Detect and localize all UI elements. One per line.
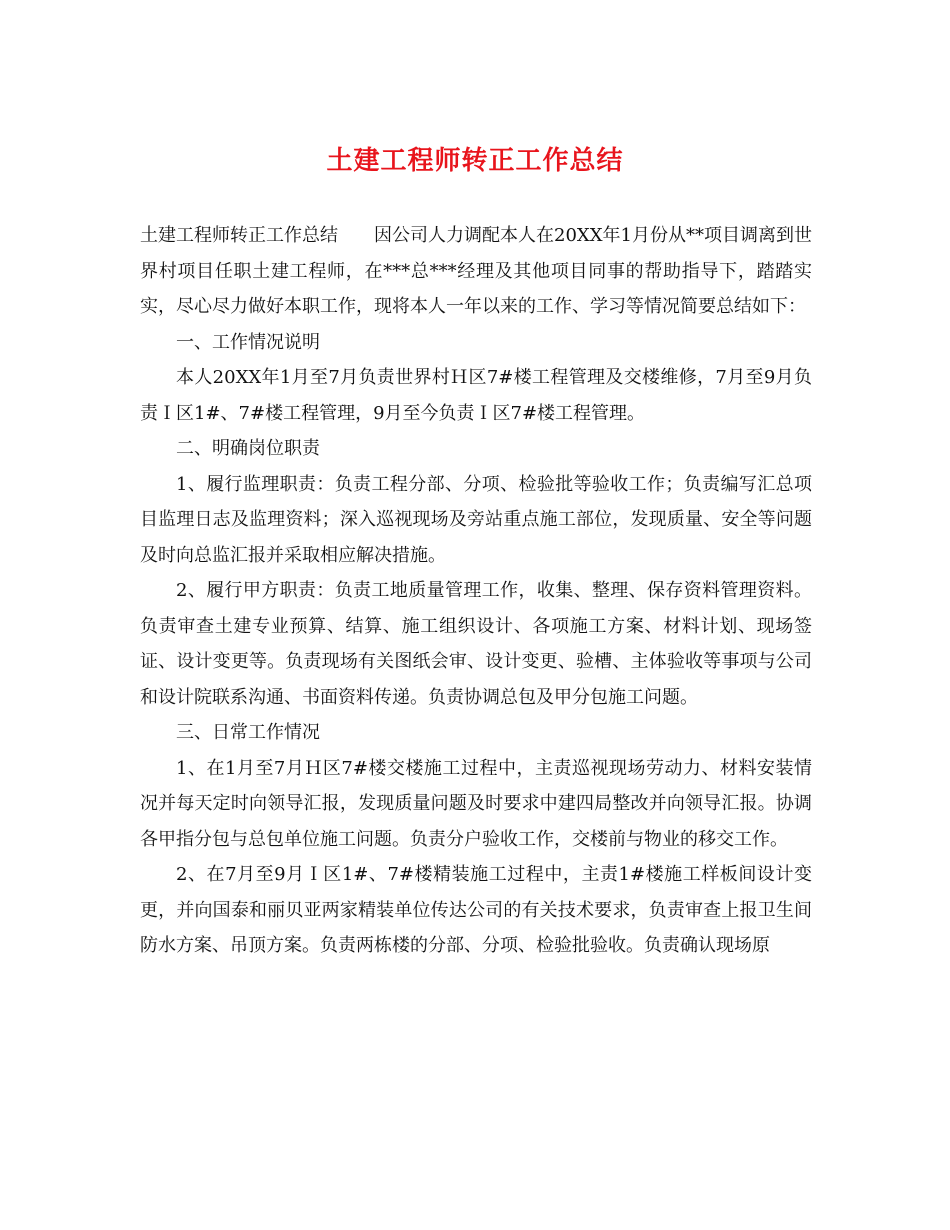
section-paragraph: 2、在7月至9月Ｉ区1#、7#楼精装施工过程中，主责1#楼施工样板间设计变更，并向国泰和丽贝亚两家精装单位传达公司的有关技术要求，负责审查上报卫生间防水方案、吊顶方案。负责两栋楼的分部、分项、检验批验收。负责确认现场原	[140, 864, 812, 956]
section-paragraph: 2、履行甲方职责：负责工地质量管理工作，收集、整理、保存资料管理资料。负责审查土建专业预算、结算、施工组织设计、各项施工方案、材料计划、现场签证、设计变更等。负责现场有关图纸会审、设计变更、验槽、主体验收等事项与公司和设计院联系沟通、书面资料传递。负责协调总包及甲分包施工问题。	[140, 580, 812, 708]
section-heading: 二、明确岗位职责	[176, 438, 320, 459]
intro-paragraph	[140, 218, 812, 325]
section-paragraph: 本人20XX年1月至7月负责世界村Ｈ区7#楼工程管理及交楼维修，7月至9月负责Ｉ区1#、7#楼工程管理，9月至今负责Ｉ区7#楼工程管理。	[140, 367, 812, 424]
section-paragraph: 1、在1月至7月Ｈ区7#楼交楼施工过程中，主责巡视现场劳动力、材料安装情况并每天定时向领导汇报，发现质量问题及时要求中建四局整改并向领导汇报。协调各甲指分包与总包单位施工问题。负责分户验收工作，交楼前与物业的移交工作。	[140, 757, 812, 850]
intro-text: 因公司人力调配本人在20XX年1月份从**项目调离到世界村项目任职土建工程师，在***总***经理及其他项目同事的帮助指导下，踏踏实实，尽心尽力做好本职工作，现将本人一年以来的工作、学习等情况简要总结如下：	[140, 225, 813, 317]
document-title: 土建工程师转正工作总结	[326, 146, 624, 176]
section-paragraph: 1、履行监理职责：负责工程分部、分项、检验批等验收工作；负责编写汇总项目监理日志及监理资料；深入巡视现场及旁站重点施工部位，发现质量、安全等问题及时向总监汇报并采取相应解决措施。	[140, 473, 812, 566]
section-heading: 一、工作情况说明	[176, 331, 320, 353]
section-heading: 三、日常工作情况	[176, 722, 320, 743]
document-body	[140, 218, 812, 964]
intro-label: 土建工程师转正工作总结	[140, 225, 339, 246]
